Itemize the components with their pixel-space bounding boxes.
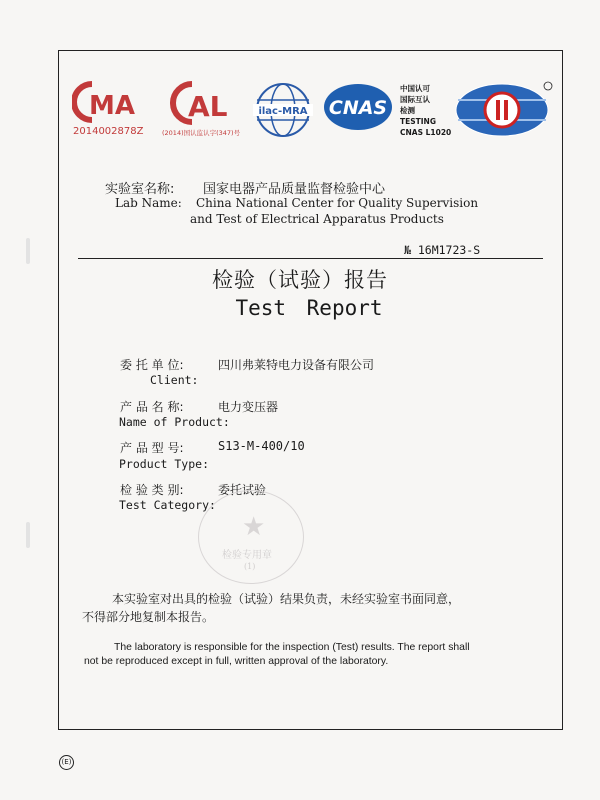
divider bbox=[78, 258, 543, 259]
punch-hole bbox=[26, 522, 30, 548]
product-value: 电力变压器 bbox=[218, 400, 279, 414]
category-label-cn: 检 验 类 别: bbox=[120, 483, 184, 497]
cal-caption: (2014)国认监认字(347)号 bbox=[162, 129, 241, 137]
lab-name-label-en: Lab Name: bbox=[115, 196, 182, 210]
report-title-en: Test Report bbox=[235, 296, 383, 320]
cnas-caption-line: TESTING bbox=[400, 117, 436, 126]
cal-logo-text: AL bbox=[188, 90, 228, 123]
cnas-logo-icon bbox=[322, 82, 394, 132]
type-label-en: Product Type: bbox=[119, 457, 210, 471]
cma-logo-icon bbox=[72, 80, 156, 124]
statement-cn bbox=[82, 590, 537, 626]
cnas-caption-line: 中国认可 bbox=[400, 84, 430, 93]
footer-mark-icon: (E) bbox=[59, 755, 74, 770]
lab-name-value-en-2: and Test of Electrical Apparatus Products bbox=[190, 212, 444, 226]
category-value: 委托试验 bbox=[218, 483, 267, 497]
cnas-caption bbox=[400, 83, 451, 138]
type-value: S13-M-400/10 bbox=[218, 439, 305, 453]
cnas-caption-line: 检测 bbox=[400, 106, 415, 115]
product-label-en: Name of Product: bbox=[119, 415, 230, 429]
cma-logo-text: MA bbox=[89, 91, 135, 121]
punch-hole bbox=[26, 238, 30, 264]
report-number: № 16M1723-S bbox=[404, 243, 481, 257]
stamp-number: (1) bbox=[244, 562, 256, 571]
cnas-caption-line: CNAS L1020 bbox=[400, 128, 452, 137]
category-label-en: Test Category: bbox=[119, 498, 216, 512]
stamp-star-icon: ★ bbox=[242, 512, 266, 542]
statement-cn-line: 本实验室对出具的检验（试验）结果负责，未经实验室书面同意， bbox=[112, 592, 461, 606]
stamp-text: 检验专用章 bbox=[222, 550, 272, 561]
cal-logo-icon bbox=[170, 80, 240, 126]
client-value: 四川弗莱特电力设备有限公司 bbox=[218, 358, 375, 372]
lab-name-value-en-1: China National Center for Quality Supervision bbox=[196, 196, 479, 210]
statement-cn-line: 不得部分地复制本报告。 bbox=[82, 610, 215, 624]
lab-name-label-cn: 实验室名称: bbox=[105, 182, 175, 197]
cnas-logo-text: CNAS bbox=[328, 97, 388, 119]
statement-en bbox=[84, 641, 544, 669]
cnas-caption-line: 国际互认 bbox=[400, 95, 430, 104]
statement-en-line: not be reproduced except in full, written approval of the laboratory. bbox=[84, 656, 389, 667]
lab-name-value-cn: 国家电器产品质量监督检验中心 bbox=[203, 182, 386, 197]
client-label-cn: 委 托 单 位: bbox=[120, 358, 184, 372]
client-label-en: Client: bbox=[150, 373, 199, 387]
cma-number: 2014002878Z bbox=[73, 126, 144, 137]
statement-en-line: The laboratory is responsible for the inspection (Test) results. The report shall bbox=[114, 642, 470, 653]
cnc-globe-logo-icon bbox=[452, 80, 554, 138]
type-label-cn: 产 品 型 号: bbox=[120, 441, 184, 455]
ilac-logo-text: ilac-MRA bbox=[258, 106, 308, 117]
document-border bbox=[58, 50, 563, 730]
product-label-cn: 产 品 名 称: bbox=[120, 400, 184, 414]
ilac-mra-logo-icon bbox=[250, 80, 316, 140]
report-title-cn: 检验（试验）报告 bbox=[212, 268, 388, 292]
